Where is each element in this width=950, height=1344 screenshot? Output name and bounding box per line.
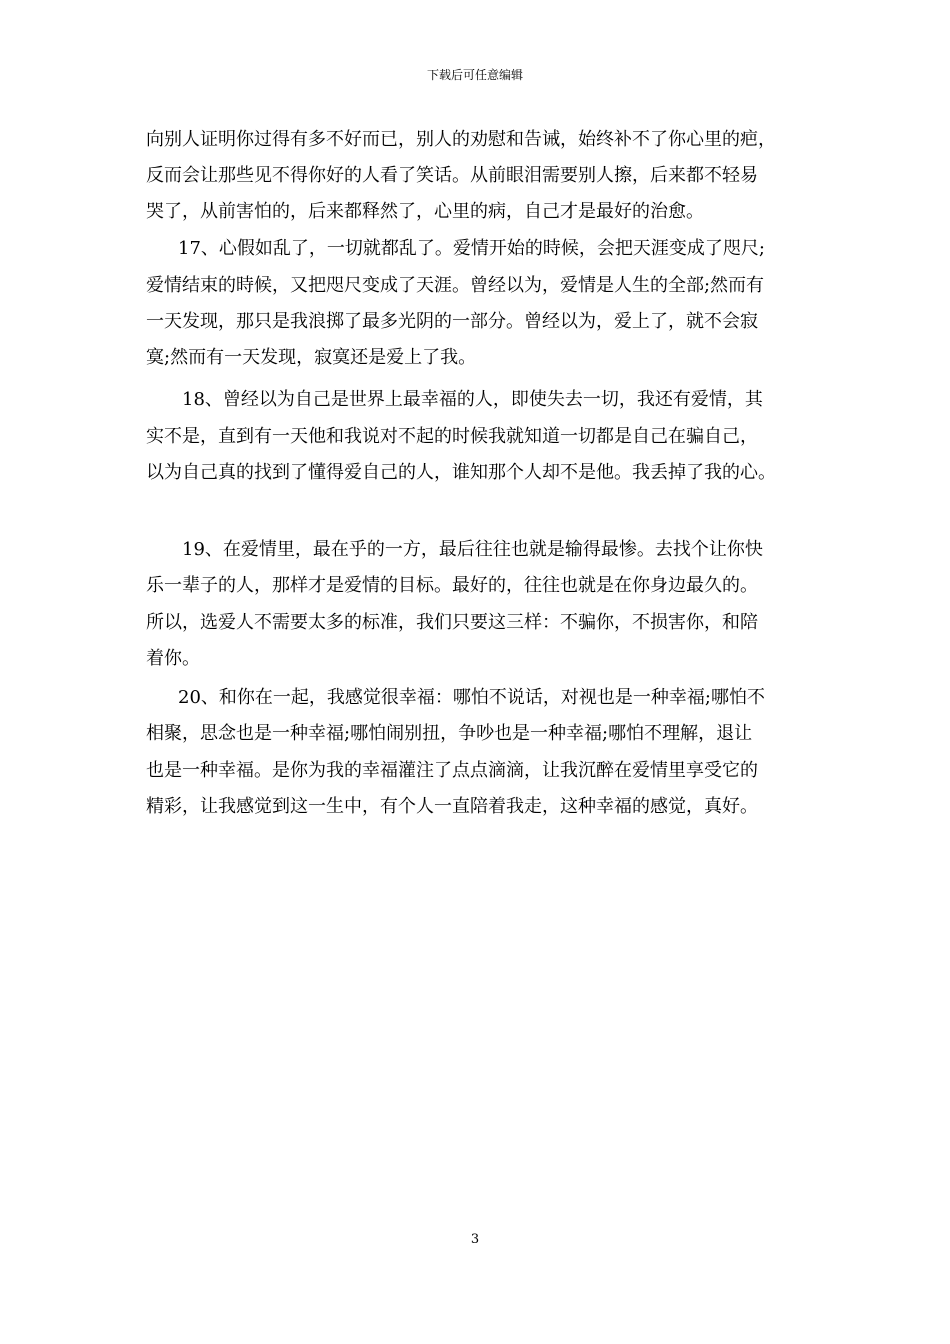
paragraph-line: 哭了，从前害怕的，后来都释然了，心里的病，自己才是最好的治愈。 bbox=[146, 201, 704, 222]
paragraph-line: 乐一辈子的人，那样才是爱情的目标。最好的，往往也就是在你身边最久的。 bbox=[146, 575, 758, 596]
paragraph-line: 17、心假如乱了，一切就都乱了。爱情开始的時候，会把天涯变成了咫尺; bbox=[178, 238, 765, 259]
paragraph-line: 一天发现，那只是我浪掷了最多光阴的一部分。曾经以为，爱上了，就不会寂 bbox=[146, 311, 758, 332]
page-header: 下载后可任意编辑 bbox=[426, 68, 523, 82]
paragraph-line: 着你。 bbox=[146, 648, 200, 669]
paragraph-line: 以为自己真的找到了懂得爱自己的人，谁知那个人却不是他。我丢掉了我的心。 bbox=[146, 462, 776, 483]
paragraph-line: 寞;然而有一天发现，寂寞还是爱上了我。 bbox=[146, 347, 477, 368]
paragraph-line: 所以，选爱人不需要太多的标准，我们只要这三样：不骗你，不损害你，和陪 bbox=[146, 612, 758, 633]
paragraph-line: 向别人证明你过得有多不好而已，别人的劝慰和告诫，始终补不了你心里的疤， bbox=[146, 129, 776, 150]
paragraph-line: 也是一种幸福。是你为我的幸福灌注了点点滴滴，让我沉醉在爱情里享受它的 bbox=[146, 760, 758, 781]
paragraph-line: 18、曾经以为自己是世界上最幸福的人，即使失去一切，我还有爱情，其 bbox=[182, 389, 763, 410]
paragraph-line: 反而会让那些见不得你好的人看了笑话。从前眼泪需要别人擦，后来都不轻易 bbox=[146, 165, 758, 186]
paragraph-line: 精彩，让我感觉到这一生中，有个人一直陪着我走，这种幸福的感觉，真好。 bbox=[146, 796, 758, 817]
page-number: 3 bbox=[470, 1232, 480, 1247]
paragraph-line: 20、和你在一起，我感觉很幸福：哪怕不说话，对视也是一种幸福;哪怕不 bbox=[178, 687, 765, 708]
paragraph-line: 19、在爱情里，最在乎的一方，最后往往也就是输得最惨。去找个让你快 bbox=[182, 539, 763, 560]
paragraph-line: 爱情结束的時候，又把咫尺变成了天涯。曾经以为，爱情是人生的全部;然而有 bbox=[146, 275, 765, 296]
paragraph-line: 实不是，直到有一天他和我说对不起的时候我就知道一切都是自己在骗自己， bbox=[146, 426, 758, 447]
paragraph-line: 相聚，思念也是一种幸福;哪怕闹别扭，争吵也是一种幸福;哪怕不理解，退让 bbox=[146, 723, 753, 744]
